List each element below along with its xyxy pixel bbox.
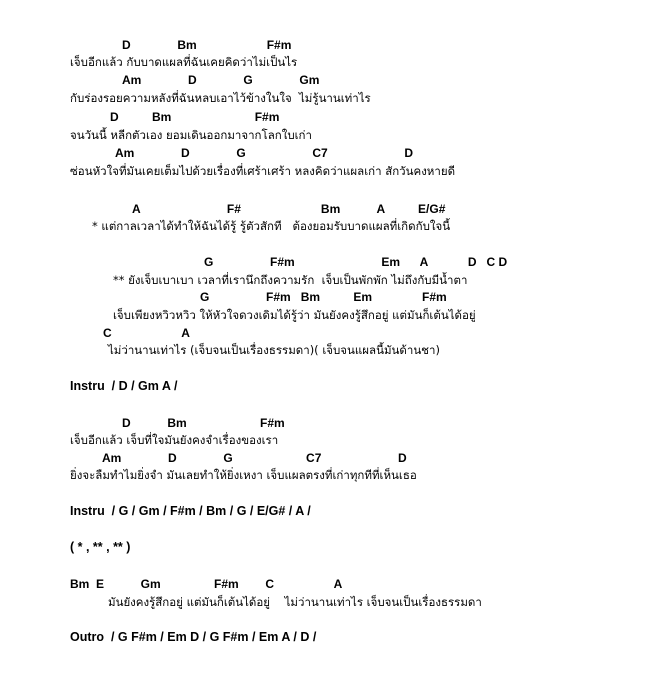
outro-line: Outro / G F#m / Em D / G F#m / Em A / D / [70,630,317,644]
lyric-line: ไม่ว่านานเท่าไร (เจ็บจนเป็นเรื่องธรรมดา)( เจ็บจนแผลนี้มันด้านชา) [108,343,440,357]
chord-line: Bm E Gm F#m C A [70,577,343,591]
lyric-line: เจ็บอีกแล้ว เจ็บที่ใจมันยังคงจำเรื่องของเรา [70,433,279,447]
chord-line: Am D G Gm [122,73,320,87]
chord-line: D Bm F#m [122,416,285,430]
lyric-line: ยิ่งจะลืมทำไมยิ่งจำ มันเลยทำให้ยิ่งเหงา เจ็บแผลตรงที่เก่าทุกทีที่เห็นเธอ [70,468,417,482]
lyric-line: * แต่กาลเวลาได้ทำให้ฉันได้รู้ รู้ตัวสักที ต้องยอมรับบาดแผลที่เกิดกับใจนี้ [92,219,451,233]
lyric-line: เจ็บอีกแล้ว กับบาดแผลที่ฉันเคยคิดว่าไม่เป็นไร [70,55,298,69]
chord-line: D Bm F#m [122,38,292,52]
instrumental-line: Instru / G / Gm / F#m / Bm / G / E/G# / A / [70,504,311,518]
chord-line: G F#m Bm Em F#m [200,290,447,304]
lyric-line: จนวันนี้ หลีกตัวเอง ยอมเดินออกมาจากโลกใบเก่า [70,128,312,142]
repeat-line: ( * , ** , ** ) [70,540,131,554]
lyric-line: ** ยังเจ็บเบาเบา เวลาที่เรานึกถึงความรัก เจ็บเป็นพักพัก ไม่ถึงกับมีน้ำตา [113,273,468,287]
chord-line: Am D G C7 D [102,451,407,465]
lyric-line: เจ็บเพียงหวิวหวิว ให้หัวใจดวงเดิมได้รู้ว่า มันยังคงรู้สึกอยู่ แต่มันก็เต้นได้อยู่ [113,308,476,322]
lyric-line: กับร่องรอยความหลังที่ฉันหลบเอาไว้ข้างในใจ ไม่รู้นานเท่าไร [70,91,371,105]
chord-line: C A [103,326,190,340]
chord-line: Am D G C7 D [115,146,414,160]
chord-line: A F# Bm A E/G# [132,202,446,216]
chord-line: G F#m Em A D C D [204,255,508,269]
lyric-line: ซ่อนหัวใจที่มันเคยเต็มไปด้วยเรื่องที่เศร้าเศร้า หลงคิดว่าแผลเก่า สักวันคงหายดี [70,164,456,178]
chord-line: D Bm F#m [110,110,280,124]
instrumental-line: Instru / D / Gm A / [70,379,178,393]
lyric-line: มันยังคงรู้สึกอยู่ แต่มันก็เต้นได้อยู่ ไม่ว่านานเท่าไร เจ็บจนเป็นเรื่องธรรมดา [108,595,482,609]
